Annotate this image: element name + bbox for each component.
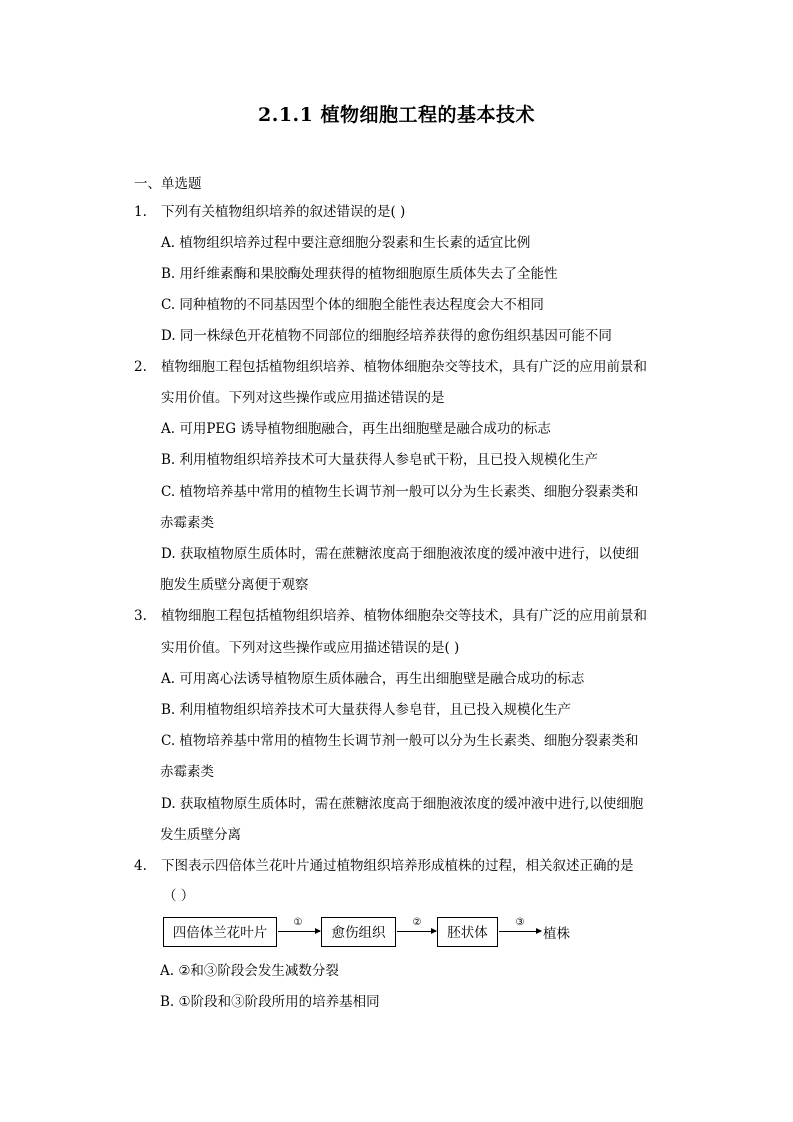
option-c: 赤霉素类 [160,515,214,531]
diagram-box: 愈伤组织 [321,917,396,947]
question-stem: 植物细胞工程包括植物组织培养、植物体细胞杂交等技术，具有广泛的应用前景和 [161,359,647,375]
option-c: 赤霉素类 [160,764,214,780]
option-d: D. 获取植物原生质体时，需在蔗糖浓度高于细胞液浓度的缓冲液中进行,以使细胞 [161,796,644,812]
diagram-box: 胚状体 [437,917,498,947]
option-b: B. ①阶段和③阶段所用的培养基相同 [160,994,380,1010]
step-label: ② [412,917,422,928]
question-stem: 实用价值。下列对这些操作或应用描述错误的是 [161,390,445,406]
step-label: ③ [515,917,525,928]
option-a: A. 植物组织培养过程中要注意细胞分裂素和生长素的适宜比例 [161,235,531,251]
option-d: D. 同一株绿色开花植物不同部位的细胞经培养获得的愈伤组织基因可能不同 [161,328,612,344]
option-d: D. 获取植物原生质体时，需在蔗糖浓度高于细胞液浓度的缓冲液中进行，以使细 [161,546,639,562]
option-a: A. ②和③阶段会发生减数分裂 [160,963,339,979]
option-a: A. 可用PEG 诱导植物细胞融合，再生出细胞壁是融合成功的标志 [161,421,551,437]
question-stem: （ ） [163,888,195,904]
question-number: 1. [134,204,147,220]
diagram-end-label: 植株 [543,926,570,942]
step-label: ① [293,917,303,928]
section-heading: 一、单选题 [134,176,202,192]
question-stem: 实用价值。下列对这些操作或应用描述错误的是( ) [161,640,460,656]
option-b: B. 利用植物组织培养技术可大量获得人参皂苷，且已投入规模化生产 [161,702,572,718]
option-b: B. 用纤维素酶和果胶酶处理获得的植物细胞原生质体失去了全能性 [161,266,558,282]
arrow-right-icon [278,931,320,932]
option-c: C. 植物培养基中常用的植物生长调节剂一般可以分为生长素类、细胞分裂素类和 [161,484,639,500]
option-c: C. 同种植物的不同基因型个体的细胞全能性表达程度会大不相同 [161,297,544,313]
option-a: A. 可用离心法诱导植物原生质体融合，再生出细胞壁是融合成功的标志 [161,671,585,687]
diagram-box: 四倍体兰花叶片 [163,917,277,947]
option-b: B. 利用植物组织培养技术可大量获得人参皂甙干粉，且已投入规模化生产 [161,452,599,468]
arrow-right-icon [397,931,436,932]
question-stem: 下图表示四倍体兰花叶片通过植物组织培养形成植株的过程，相关叙述正确的是 [161,858,634,874]
option-c: C. 植物培养基中常用的植物生长调节剂一般可以分为生长素类、细胞分裂素类和 [161,733,639,749]
question-number: 2. [134,359,147,375]
question-stem: 植物细胞工程包括植物组织培养、植物体细胞杂交等技术，具有广泛的应用前景和 [161,608,647,624]
page-title: 2.1.1 植物细胞工程的基本技术 [257,104,535,126]
question-number: 4. [134,858,147,874]
question-number: 3. [134,608,147,624]
option-d: 发生质壁分离 [160,827,241,843]
option-d: 胞发生质壁分离便于观察 [160,577,309,593]
arrow-right-icon [499,931,541,932]
question-stem: 下列有关植物组织培养的叙述错误的是( ) [161,204,406,220]
